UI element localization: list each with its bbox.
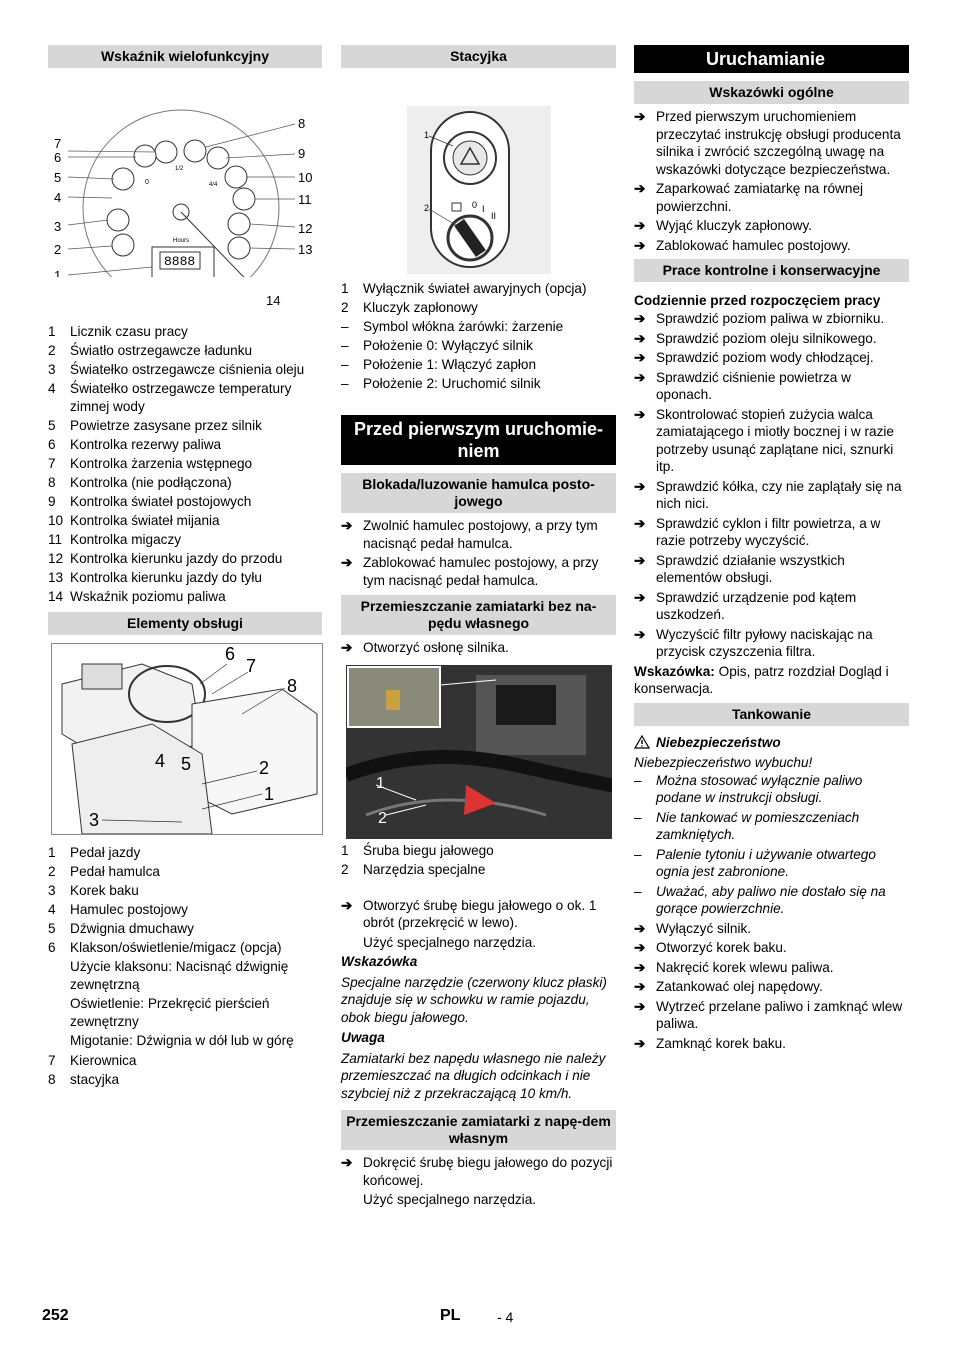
list-item-text: Symbol włókna żarówki: żarzenie (363, 319, 564, 334)
list-item-text: Światełko ostrzegawcze temperatury zimnej wody (70, 381, 292, 414)
list-item-text: Kontrolka migaczy (70, 532, 182, 547)
detail-line: Oświetlenie: Przekręcić pierścień zewnętrzny (70, 996, 270, 1029)
step-item (634, 310, 909, 328)
list-item-number: – (341, 319, 349, 334)
danger-item (634, 846, 909, 881)
gauge-label-13: 13 (298, 242, 313, 257)
section-heading: Wskaźnik wielofunkcyjny (48, 45, 322, 68)
list-item-number: 1 (341, 842, 349, 858)
section-heading-move-without-drive: Przemieszczanie zamiatarki bez na-pędu własnego (341, 595, 616, 635)
list-item-text: Położenie 2: Uruchomić silnik (363, 376, 541, 391)
list-item-number: 9 (48, 494, 56, 509)
section-heading-general-notes: Wskazówki ogólne (634, 81, 909, 104)
list-item (48, 569, 322, 587)
list-item (48, 901, 322, 919)
page-sub-number: - 4 (497, 1309, 514, 1325)
ignition-switch-figure (341, 72, 616, 277)
switch-pos-0: 0 (472, 200, 478, 210)
danger-title: Niebezpieczeństwo (656, 734, 781, 750)
list-item-text: Położenie 0: Wyłączyć silnik (363, 338, 533, 353)
step-arrow-icon: ➔ (634, 940, 646, 955)
step-item (634, 217, 909, 235)
list-item-text: Światło ostrzegawcze ładunku (70, 343, 253, 358)
step-text: Zatankować olej napędowy. (656, 979, 823, 994)
gauge-label-5: 5 (54, 170, 62, 185)
list-item (48, 1052, 322, 1070)
gauge-legend-list (48, 323, 322, 606)
danger-item (634, 772, 909, 807)
danger-heading (634, 734, 909, 752)
gauge-diagram (48, 72, 322, 277)
photo-label-2: 2 (259, 758, 270, 778)
engine-label-2: 2 (378, 809, 387, 827)
step-item (341, 554, 616, 589)
engine-photo-figure (346, 665, 612, 839)
step-text: Sprawdzić poziom oleju silnikowego. (656, 330, 877, 346)
list-item-number: 7 (48, 1052, 56, 1068)
list-item-number: 3 (48, 883, 56, 898)
list-item-number: 10 (48, 513, 64, 528)
list-item-text: Narzędzia specjalne (363, 861, 486, 877)
gauge-label-6: 6 (54, 150, 62, 165)
danger-list (634, 772, 909, 918)
maintenance-note (634, 663, 909, 698)
list-item-text: Dźwignia dmuchawy (70, 921, 194, 936)
step-arrow-icon: ➔ (341, 555, 353, 570)
list-item (48, 455, 322, 473)
section-heading-checks: Prace kontrolne i konserwacyjne (634, 259, 909, 282)
list-item-text: Kontrolka świateł mijania (70, 513, 220, 528)
list-item-number: 5 (48, 418, 56, 433)
step-item (341, 639, 616, 657)
photo-label-4: 4 (155, 751, 166, 771)
list-item-text: Licznik czasu pracy (70, 324, 188, 339)
list-item (341, 842, 616, 860)
list-item-text: Kierownica (70, 1052, 137, 1068)
step-text: Wyjąć kluczyk zapłonowy. (656, 218, 813, 233)
photo-label-7: 7 (246, 656, 257, 676)
step-text: Nakręcić korek wlewu paliwa. (656, 959, 834, 975)
step-item (634, 108, 909, 178)
detail-line: Migotanie: Dźwignia w dół lub w górę (70, 1033, 294, 1048)
step-item (634, 959, 909, 977)
step-arrow-icon: ➔ (634, 237, 646, 253)
list-item-text: stacyjka (70, 1071, 120, 1087)
gauge-label-12: 12 (298, 221, 313, 236)
fuel-half-label: 1/2 (175, 166, 184, 172)
list-item-text: Pedał jazdy (70, 845, 141, 860)
step-text: Sprawdzić poziom wody chłodzącej. (656, 350, 874, 365)
section-heading-controls: Elementy obsługi (48, 612, 322, 635)
gauge-label-9: 9 (298, 146, 306, 161)
gauge-label-8: 8 (298, 116, 306, 131)
daily-checks-steps (634, 310, 909, 661)
step-item (634, 552, 909, 587)
gauge-label-10: 10 (298, 170, 313, 185)
list-item-number: 5 (48, 921, 56, 936)
step-arrow-icon: ➔ (634, 330, 646, 346)
list-item (341, 280, 616, 298)
step-text: Otworzyć śrubę biegu jałowego o ok. 1 obrót (przekręcić w lewo). (363, 897, 597, 930)
step-item (341, 1154, 616, 1189)
gauge-label-4: 4 (54, 190, 62, 205)
step-arrow-icon: ➔ (634, 406, 646, 422)
step-text: Zablokować hamulec postojowy, a przy tym nacisnąć pedał hamulca. (363, 555, 599, 588)
controls-legend-list (48, 844, 322, 957)
step-item (341, 517, 616, 552)
step-text: Sprawdzić cyklon i filtr powietrza, a w razie potrzeby wyczyścić. (656, 515, 881, 548)
section-heading-ignition: Stacyjka (341, 45, 616, 68)
daily-checks-subheading: Codziennie przed rozpoczęciem pracy (634, 293, 881, 308)
hour-counter-display: 8888 (164, 254, 196, 269)
caution-text: Zamiatarki bez napędu własnego nie należy przemieszczać na długich odcinkach i nie szybciej niż z przekraczającą 10 km/h. (341, 1050, 606, 1101)
list-item (48, 550, 322, 568)
list-item (341, 318, 616, 336)
list-item (48, 588, 322, 606)
step-arrow-icon: ➔ (634, 979, 646, 994)
step-text: Sprawdzić kółka, czy nie zaplątały się na nich nici. (656, 478, 902, 511)
step-arrow-icon: ➔ (634, 1035, 646, 1051)
step-text: Sprawdzić urządzenie pod kątem uszkodzeń. (656, 589, 857, 622)
list-item-number: – (341, 338, 349, 353)
step-arrow-icon: ➔ (634, 478, 646, 494)
special-tool-note: Użyć specjalnego narzędzia. (363, 934, 537, 950)
section-title-starting: Uruchamianie (634, 45, 909, 73)
step-arrow-icon: ➔ (341, 640, 353, 655)
step-arrow-icon: ➔ (341, 897, 353, 913)
special-tool-note-2: Użyć specjalnego narzędzia. (363, 1192, 537, 1207)
list-item-number: – (341, 376, 349, 391)
step-text: Zwolnić hamulec postojowy, a przy tym nacisnąć pedał hamulca. (363, 518, 598, 551)
gauge-label-1: 1 (54, 268, 62, 277)
list-item-number: 3 (48, 362, 56, 377)
step-item (634, 406, 909, 476)
engine-label-1: 1 (376, 774, 385, 792)
list-item (48, 474, 322, 492)
list-item-text: Klakson/oświetlenie/migacz (opcja) (70, 940, 282, 955)
list-item-number: – (341, 357, 349, 372)
list-item-number: 13 (48, 570, 64, 585)
step-arrow-icon: ➔ (341, 1155, 353, 1170)
step-arrow-icon: ➔ (634, 350, 646, 365)
step-text: Wytrzeć przelane paliwo i zamknąć wlew paliwa. (656, 998, 903, 1031)
idle-screw-steps (341, 897, 616, 932)
list-item-number: 8 (48, 1071, 56, 1087)
dash-bullet: – (634, 846, 642, 862)
page-number: 252 (42, 1307, 69, 1324)
maintenance-note-label: Wskazówka: (634, 663, 715, 679)
detail-line: Użycie klaksonu: Nacisnąć dźwignię zewnętrzną (70, 959, 289, 992)
danger-item (634, 809, 909, 844)
dash-bullet: – (634, 883, 642, 899)
list-item-text: Śruba biegu jałowego (363, 842, 494, 858)
step-item (634, 330, 909, 348)
controls-legend-list-cont (48, 1052, 322, 1089)
danger-item-text: Nie tankować w pomieszczeniach zamkniętych. (656, 809, 860, 842)
move-with-drive-steps (341, 1154, 616, 1189)
photo-label-3: 3 (89, 810, 100, 830)
list-item-text: Kluczyk zapłonowy (363, 300, 478, 315)
list-item-number: 1 (48, 845, 56, 860)
list-item-number: 14 (48, 589, 64, 604)
list-item-text: Światełko ostrzegawcze ciśnienia oleju (70, 362, 305, 377)
step-item (634, 1035, 909, 1053)
step-item (634, 349, 909, 367)
list-item (48, 361, 322, 379)
ignition-drawing (341, 72, 616, 277)
list-item-number: 2 (341, 300, 349, 315)
maintenance-note-text: Opis, patrz rozdział Dogląd i konserwacja. (634, 663, 889, 696)
list-item (48, 844, 322, 862)
general-notes-steps (634, 108, 909, 254)
step-item (634, 589, 909, 624)
list-item (48, 920, 322, 938)
list-item (48, 342, 322, 360)
list-item-number: 4 (48, 902, 56, 917)
list-item-text: Kontrolka kierunku jazdy do przodu (70, 551, 283, 566)
list-item (48, 380, 322, 416)
dash-bullet: – (634, 772, 642, 788)
section-title-before-first-start: Przed pierwszym uruchomie-niem (341, 415, 616, 465)
list-item (48, 882, 322, 900)
list-item-number: 2 (48, 343, 56, 358)
list-item-number: 1 (48, 324, 56, 339)
step-arrow-icon: ➔ (634, 920, 646, 936)
step-text: Skontrolować stopień zużycia walca zamiatającego i miotły bocznej i w razie potrzeby usunąć zaplątane nici, sznurki itp. (656, 406, 894, 474)
step-text: Sprawdzić działanie wszystkich elementów obsługi. (656, 552, 845, 585)
column-1 (48, 45, 322, 1090)
step-arrow-icon: ➔ (634, 109, 646, 124)
step-item (634, 369, 909, 404)
list-item-number: 12 (48, 551, 64, 566)
step-item (341, 897, 616, 932)
danger-item-text: Uważać, aby paliwo nie dostało się na gorące powierzchnie. (656, 883, 886, 916)
list-item-text: Kontrolka świateł postojowych (70, 494, 252, 509)
list-item-text: Położenie 1: Włączyć zapłon (363, 357, 537, 372)
step-arrow-icon: ➔ (634, 959, 646, 975)
hint-title: Wskazówka (341, 954, 418, 969)
move-without-drive-steps (341, 639, 616, 657)
step-arrow-icon: ➔ (634, 552, 646, 568)
step-item (634, 180, 909, 215)
step-arrow-icon: ➔ (634, 998, 646, 1014)
step-arrow-icon: ➔ (634, 311, 646, 326)
list-item-number: 2 (48, 864, 56, 879)
step-text: Zamknąć korek baku. (656, 1035, 786, 1051)
list-item (48, 436, 322, 454)
list-item-text: Wskaźnik poziomu paliwa (70, 589, 226, 604)
list-item-text: Wyłącznik świateł awaryjnych (opcja) (363, 281, 587, 296)
column-2 (341, 45, 616, 1211)
list-item (341, 337, 616, 355)
gauge-label-14: 14 (266, 293, 281, 308)
step-item (634, 978, 909, 996)
caution-title: Uwaga (341, 1030, 385, 1045)
step-item (634, 998, 909, 1033)
list-item-number: 8 (48, 475, 56, 490)
step-arrow-icon: ➔ (634, 181, 646, 196)
danger-item-text: Można stosować wyłącznie paliwo podane w instrukcji obsługi. (656, 772, 863, 805)
step-item (634, 626, 909, 661)
multifunction-gauge-figure (48, 72, 322, 308)
hint-text: Specjalne narzędzie (czerwony klucz płaski) znajduje się w schowku w ramie pojazdu, obok biegu jałowego. (341, 974, 607, 1025)
list-item (341, 861, 616, 879)
list-item-text: Korek baku (70, 883, 139, 898)
gauge-label-2: 2 (54, 242, 62, 257)
parking-brake-steps (341, 517, 616, 589)
switch-pos-1: I (482, 204, 485, 214)
column-3 (634, 45, 909, 1054)
controls-photo-figure (51, 643, 323, 835)
gauge-label-11: 11 (298, 192, 312, 207)
list-item (341, 356, 616, 374)
danger-subtitle: Niebezpieczeństwo wybuchu! (634, 755, 813, 770)
step-text: Przed pierwszym uruchomieniem przeczytać instrukcję obsługi producenta silnika i zwrócić szczególną uwagę na wskazówki dotyczące bezpieczeństwa. (656, 109, 901, 177)
list-item (48, 1071, 322, 1089)
hours-label: Hours (173, 238, 190, 244)
fuel-full-label: 4/4 (209, 182, 218, 188)
list-item (48, 493, 322, 511)
gauge-label-3: 3 (54, 219, 62, 234)
step-item (634, 920, 909, 938)
list-item-number: 6 (48, 437, 56, 452)
step-arrow-icon: ➔ (634, 515, 646, 531)
ignition-legend-list (341, 280, 616, 393)
list-item (48, 512, 322, 530)
list-item (48, 939, 322, 957)
list-item-number: 6 (48, 940, 56, 955)
list-item-text: Hamulec postojowy (70, 902, 188, 917)
step-text: Zaparkować zamiatarkę na równej powierzchni. (656, 181, 864, 214)
fuel-zero-label: 0 (145, 179, 149, 186)
warning-triangle-icon (634, 735, 650, 749)
list-item (341, 375, 616, 393)
list-item (48, 531, 322, 549)
photo-label-6: 6 (225, 644, 236, 664)
gauge-label-7: 7 (54, 136, 62, 151)
step-text: Otworzyć korek baku. (656, 940, 787, 955)
list-item-text: Kontrolka (nie podłączona) (70, 475, 232, 490)
horn-light-details (48, 958, 322, 1050)
step-text: Sprawdzić ciśnienie powietrza w oponach. (656, 369, 851, 402)
step-text: Dokręcić śrubę biegu jałowego do pozycji końcowej. (363, 1155, 613, 1188)
refueling-steps (634, 920, 909, 1053)
list-item-number: 7 (48, 456, 56, 471)
step-arrow-icon: ➔ (634, 218, 646, 233)
list-item-number: 4 (48, 381, 56, 396)
photo-label-5: 5 (181, 754, 192, 774)
dash-bullet: – (634, 809, 642, 825)
switch-label-1: 1 (424, 130, 430, 140)
list-item-number: 2 (341, 861, 349, 877)
list-item (48, 417, 322, 435)
language-code: PL (440, 1307, 461, 1324)
list-item-text: Kontrolka żarzenia wstępnego (70, 456, 253, 471)
danger-item-text: Palenie tytoniu i używanie otwartego ognia jest zabronione. (656, 846, 876, 879)
step-text: Wyczyścić filtr pyłowy naciskając na przycisk czyszczenia filtra. (656, 626, 873, 659)
list-item-text: Pedał hamulca (70, 864, 160, 879)
switch-label-2: 2 (424, 203, 430, 213)
step-text: Wyłączyć silnik. (656, 920, 752, 936)
list-item-text: Kontrolka rezerwy paliwa (70, 437, 222, 452)
list-item (341, 299, 616, 317)
list-item-text: Powietrze zasysane przez silnik (70, 418, 262, 433)
section-heading-move-with-drive: Przemieszczanie zamiatarki z napę-dem własnym (341, 1110, 616, 1150)
danger-item (634, 883, 909, 918)
step-text: Sprawdzić poziom paliwa w zbiorniku. (656, 311, 885, 326)
engine-legend-list (341, 842, 616, 879)
list-item-number: 11 (48, 532, 63, 547)
list-item-number: 1 (341, 281, 349, 296)
list-item (48, 323, 322, 341)
step-arrow-icon: ➔ (634, 626, 646, 642)
controls-drawing (52, 644, 322, 834)
step-text: Zablokować hamulec postojowy. (656, 237, 851, 253)
step-arrow-icon: ➔ (634, 589, 646, 605)
step-arrow-icon: ➔ (634, 369, 646, 385)
section-heading-parking-brake: Blokada/luzowanie hamulca posto-jowego (341, 473, 616, 513)
switch-pos-2: II (491, 211, 497, 221)
step-item (634, 515, 909, 550)
photo-label-8: 8 (287, 676, 298, 696)
step-text: Otworzyć osłonę silnika. (363, 640, 509, 655)
step-arrow-icon: ➔ (341, 518, 353, 533)
section-heading-refueling: Tankowanie (634, 703, 909, 726)
photo-label-1: 1 (264, 784, 275, 804)
step-item (634, 478, 909, 513)
step-item (634, 939, 909, 957)
step-item (634, 237, 909, 255)
list-item-text: Kontrolka kierunku jazdy do tyłu (70, 570, 262, 585)
list-item (48, 863, 322, 881)
